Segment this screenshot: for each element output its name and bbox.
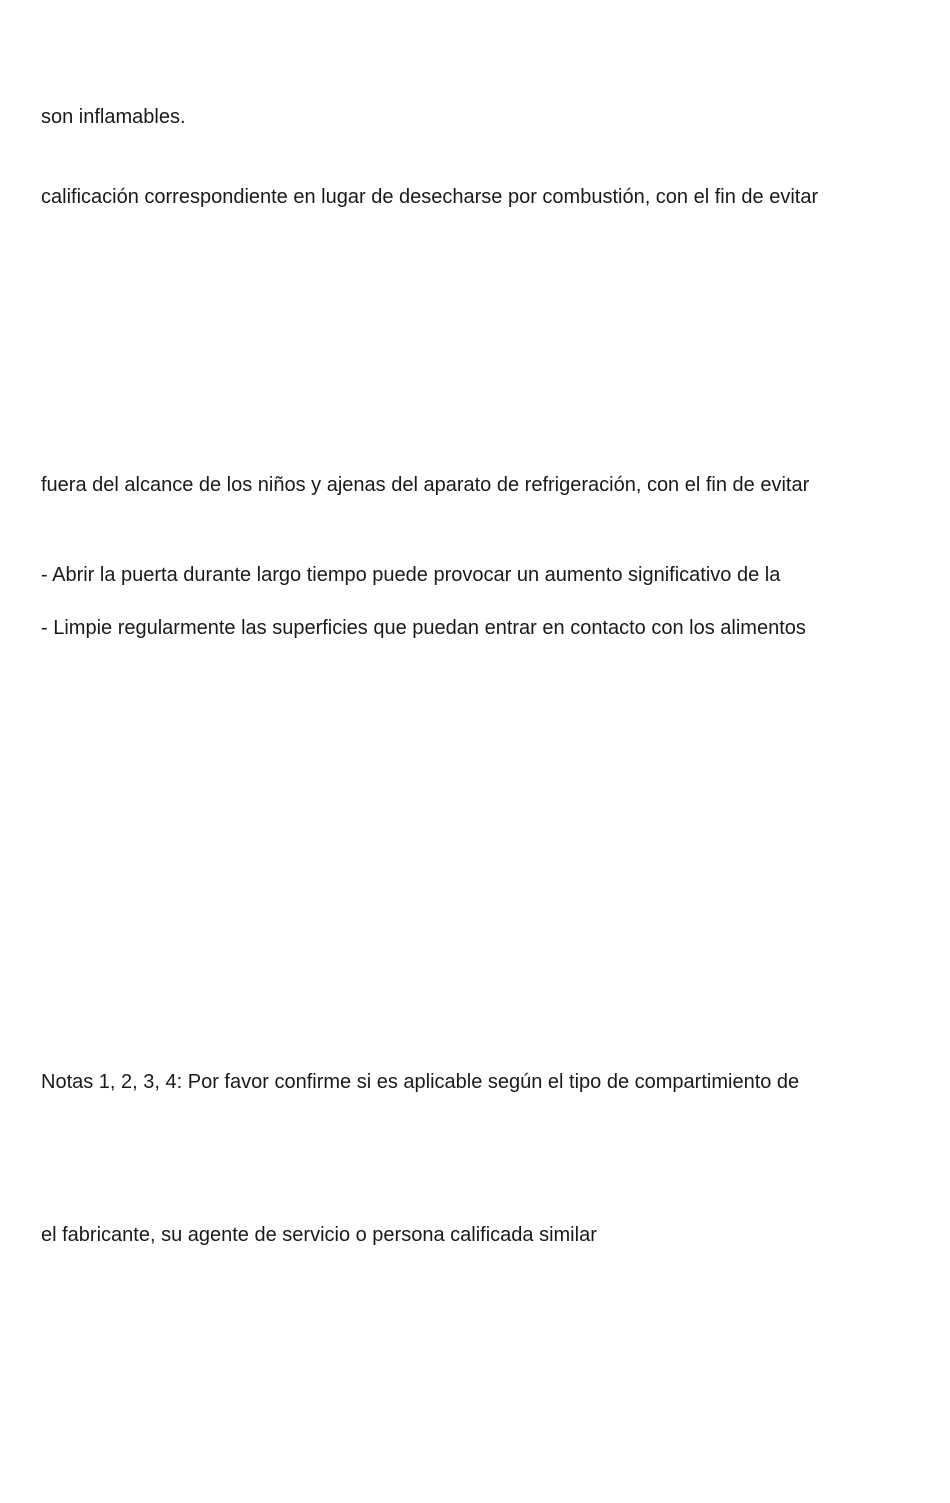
text-line-children: fuera del alcance de los niños y ajenas del aparato de refrigeración, con el fin de evitar (41, 474, 810, 496)
text-line-disposal: calificación correspondiente en lugar de desecharse por combustión, con el fin de evitar (41, 186, 819, 208)
text-line-notes: Notas 1, 2, 3, 4: Por favor confirme si es aplicable según el tipo de compartimiento de (41, 1071, 800, 1093)
text-line-door-open: - Abrir la puerta durante largo tiempo puede provocar un aumento significativo de la (41, 564, 781, 586)
text-line-clean-surfaces: - Limpie regularmente las superficies que puedan entrar en contacto con los alimentos (41, 617, 806, 639)
text-line-manufacturer: el fabricante, su agente de servicio o persona calificada similar (41, 1224, 597, 1246)
text-line-flammable: son inflamables. (41, 106, 186, 128)
